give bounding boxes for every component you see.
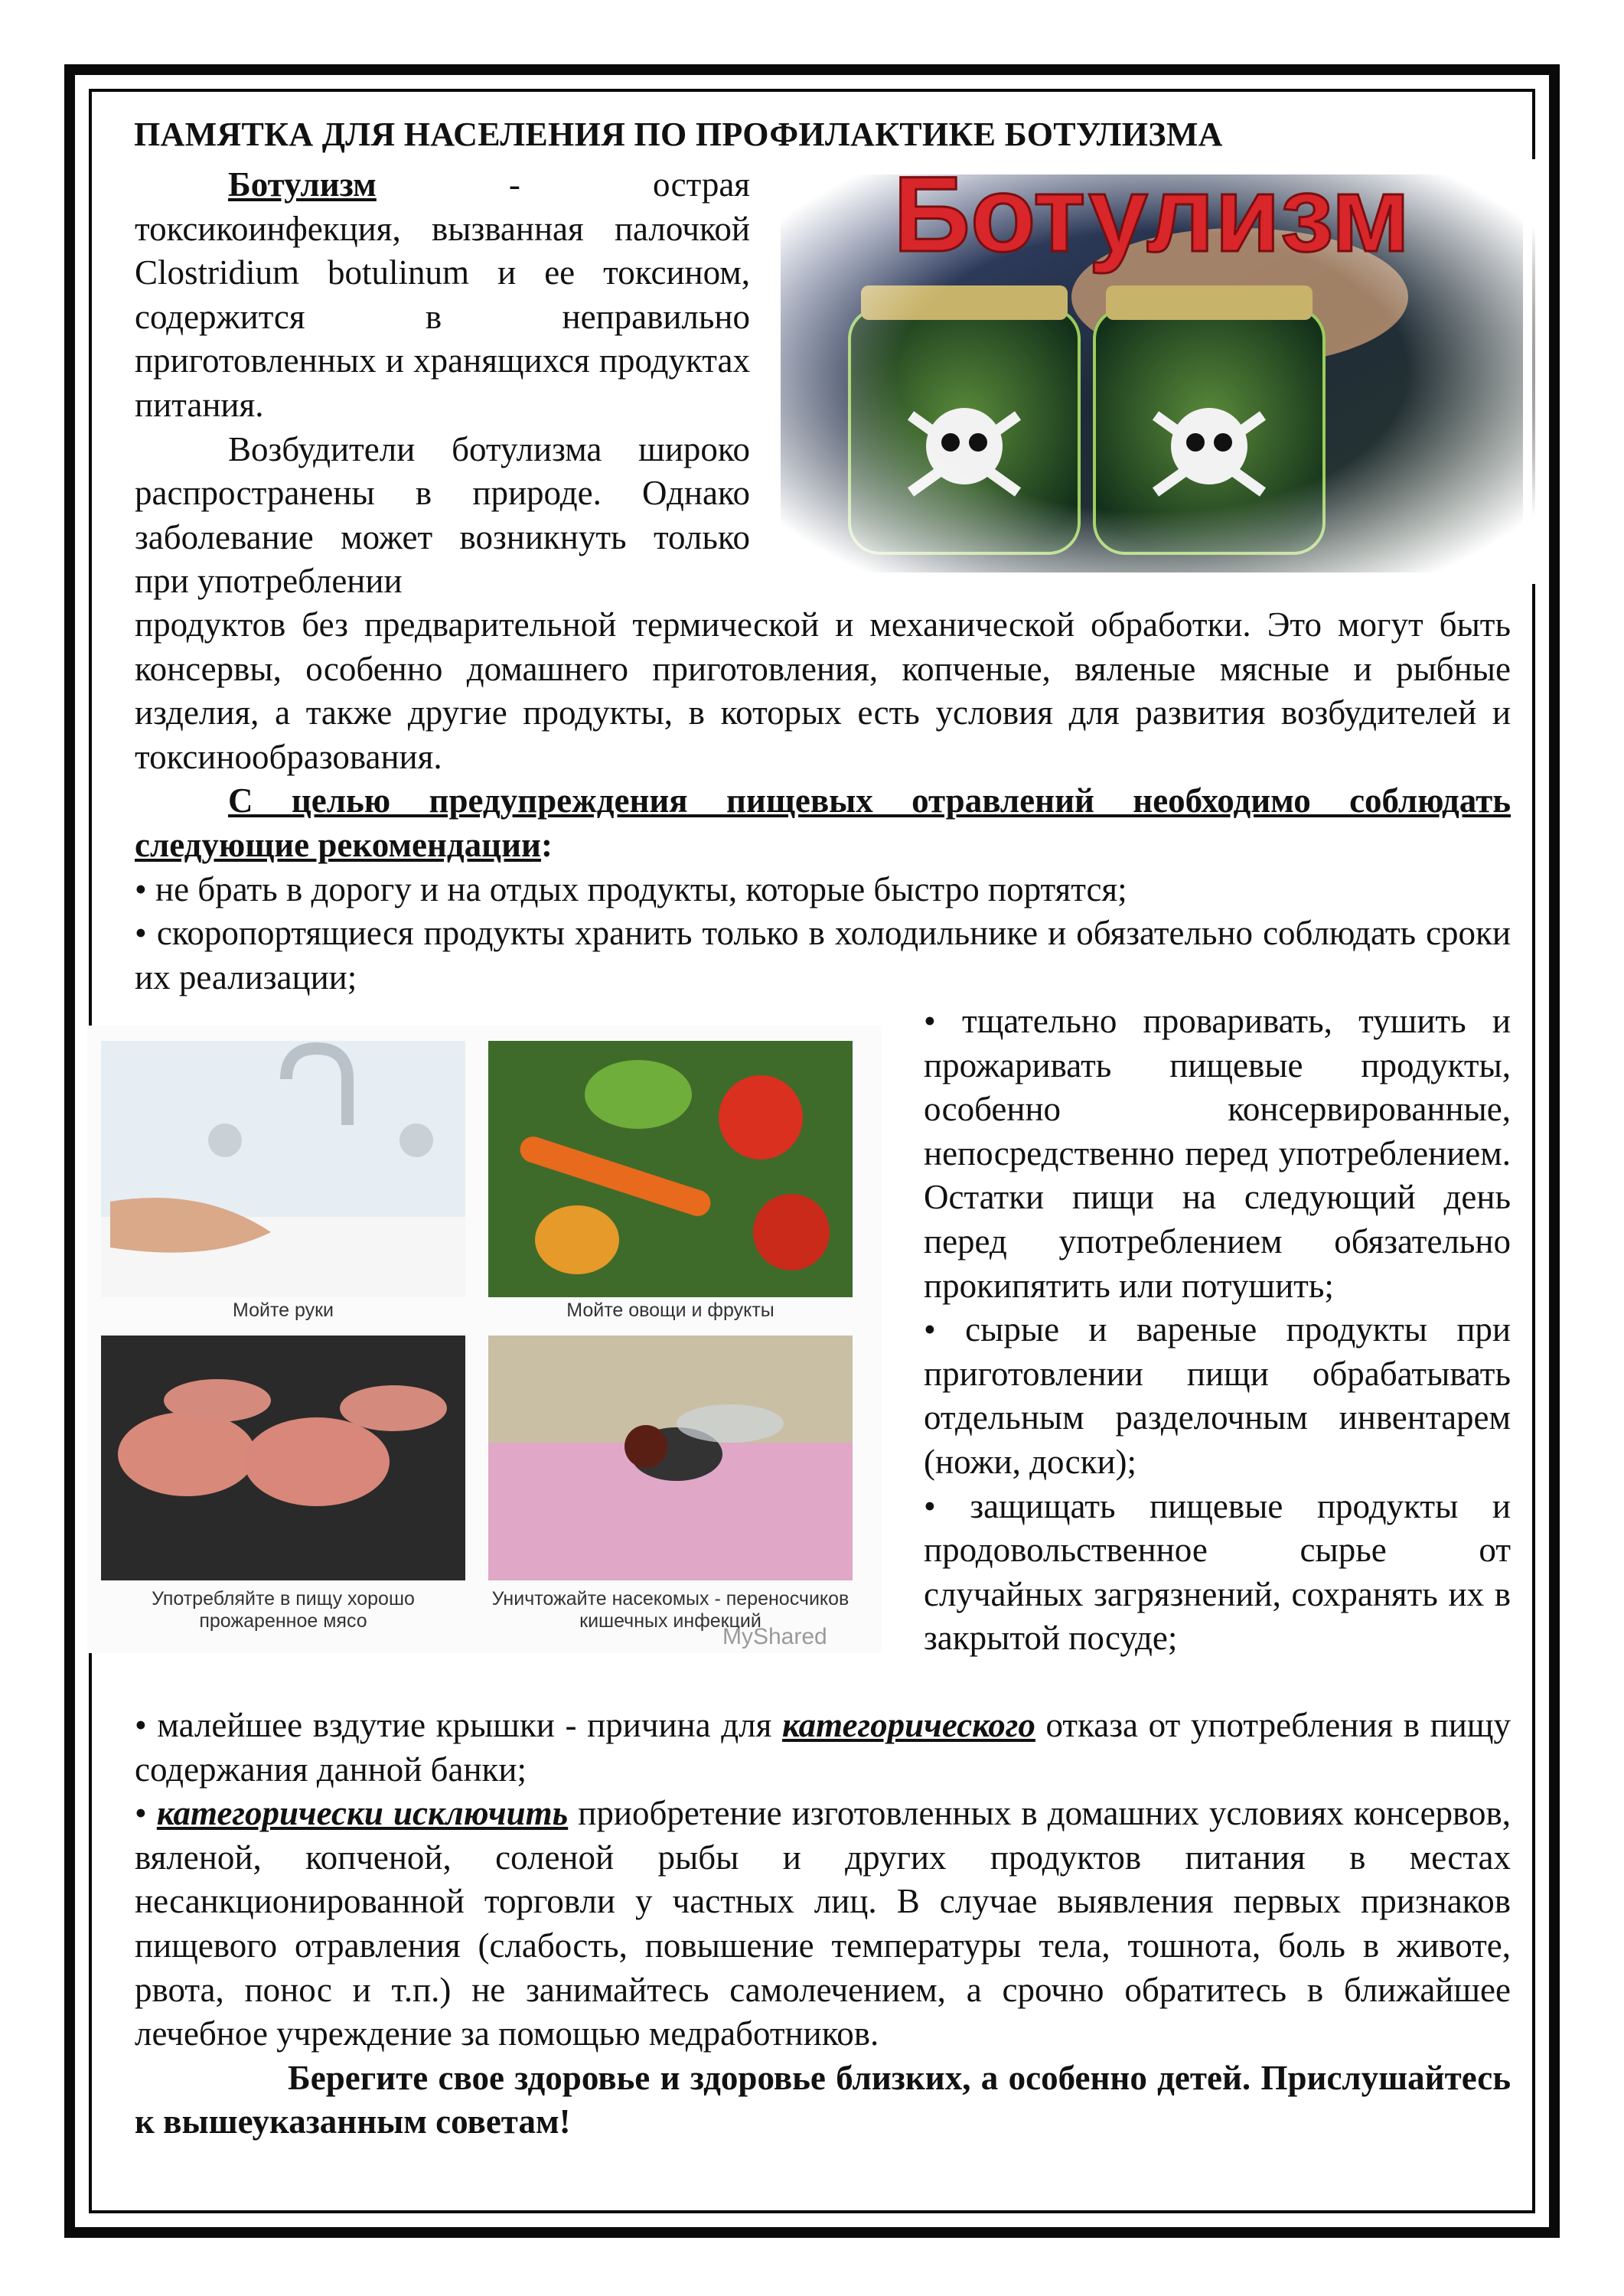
hand-washing-photo: [101, 1041, 465, 1297]
intro-paragraph-2-start: Возбудители ботулизма широко распространены в природе. Однако заболевание может возникнуть только при употреблении: [135, 429, 750, 601]
bullet-4: • сырые и вареные продукты при приготовлении пищи обрабатывать отдельным разделочным инвентарем (ножи, доски);: [924, 1310, 1511, 1481]
botulism-hero-image: [765, 159, 1538, 584]
bullet-5: • защищать пищевые продукты и продовольственное сырье от случайных загрязнений, сохранять их в закрытой посуде;: [924, 1486, 1511, 1658]
closing-message: Берегите свое здоровье и здоровье близких, а особенно детей. Прислушайтесь к вышеуказанным советам!: [135, 2058, 1511, 2141]
bullets-column: [924, 1000, 1511, 1661]
bullet-3: • тщательно проваривать, тушить и прожаривать пищевые продукты, особенно консервированные, непосредственно перед употреблением. Остатки пищи на следующий день перед употреблением обязательно прокипятить или потушить;: [924, 1002, 1511, 1305]
bullet-6: • малейшее вздутие крышки - причина для категорического отказа от употребления в пищу содержания данной банки;: [135, 1706, 1511, 1789]
caption-wash-hands: Мойте руки: [232, 1300, 334, 1321]
page-title: ПАМЯТКА ДЛЯ НАСЕЛЕНИЯ ПО ПРОФИЛАКТИКЕ БОТУЛИЗМА: [134, 116, 1223, 153]
intro-column: [135, 163, 750, 604]
fly-photo: [488, 1336, 853, 1580]
myshared-watermark: MyShared: [722, 1624, 827, 1649]
bullet-1: • не брать в дорогу и на отдых продукты, которые быстро портятся;: [135, 869, 1127, 908]
bullet-7: • категорически исключить приобретение изготовленных в домашних условиях консервов, вяленой, копченой, соленой рыбы и других продуктов питания в местах несанкционированной торговли у частных лиц. В случае выявления первых признаков пищевого отравления (слабость, повышение температуры тела, тошнота, боль в животе, рвота, понос и т.п.) не занимайтесь самолечением, а срочно обратитесь в ближайшее лечебное учреждение за помощью медработников.: [135, 1794, 1511, 2053]
recommendations-heading: С целью предупреждения пищевых отравлений необходимо соблюдать следующие рекомендации:: [135, 781, 1511, 864]
body-section-2: [135, 1704, 1511, 2144]
intro-paragraph: [135, 163, 750, 428]
caption-kill-insects: Уничтожайте насекомых - переносчиков кишечных инфекций: [491, 1588, 850, 1632]
hero-banner-text: Ботулизм: [893, 159, 1410, 274]
caption-cook-meat: Употребляйте в пищу хорошо прожаренное мясо: [152, 1588, 415, 1632]
intro-term: Ботулизм: [228, 165, 377, 204]
body-section-1: [135, 603, 1511, 1000]
vegetables-photo: [488, 1041, 853, 1297]
grilled-meat-photo: [101, 1336, 465, 1580]
bullet-2: • скоропортящиеся продукты хранить только в холодильнике и обязательно соблюдать сроки их реализации;: [135, 914, 1511, 996]
intro-paragraph-2-rest: продуктов без предварительной термической и механической обработки. Это могут быть консервы, особенно домашнего приготовления, копченые, вяленые мясные и рыбные изделия, а также другие продукты, в которых есть условия для развития возбудителей и токсинообразования.: [135, 605, 1511, 776]
hygiene-collage-image: [87, 1026, 882, 1653]
caption-wash-veg: Мойте овощи и фрукты: [566, 1300, 774, 1321]
intro-definition: - острая токсикоинфекция, вызванная палочкой Clostridium botulinum и ее токсином, содержится в неправильно приготовленных и хранящихся продуктах питания.: [135, 165, 750, 424]
